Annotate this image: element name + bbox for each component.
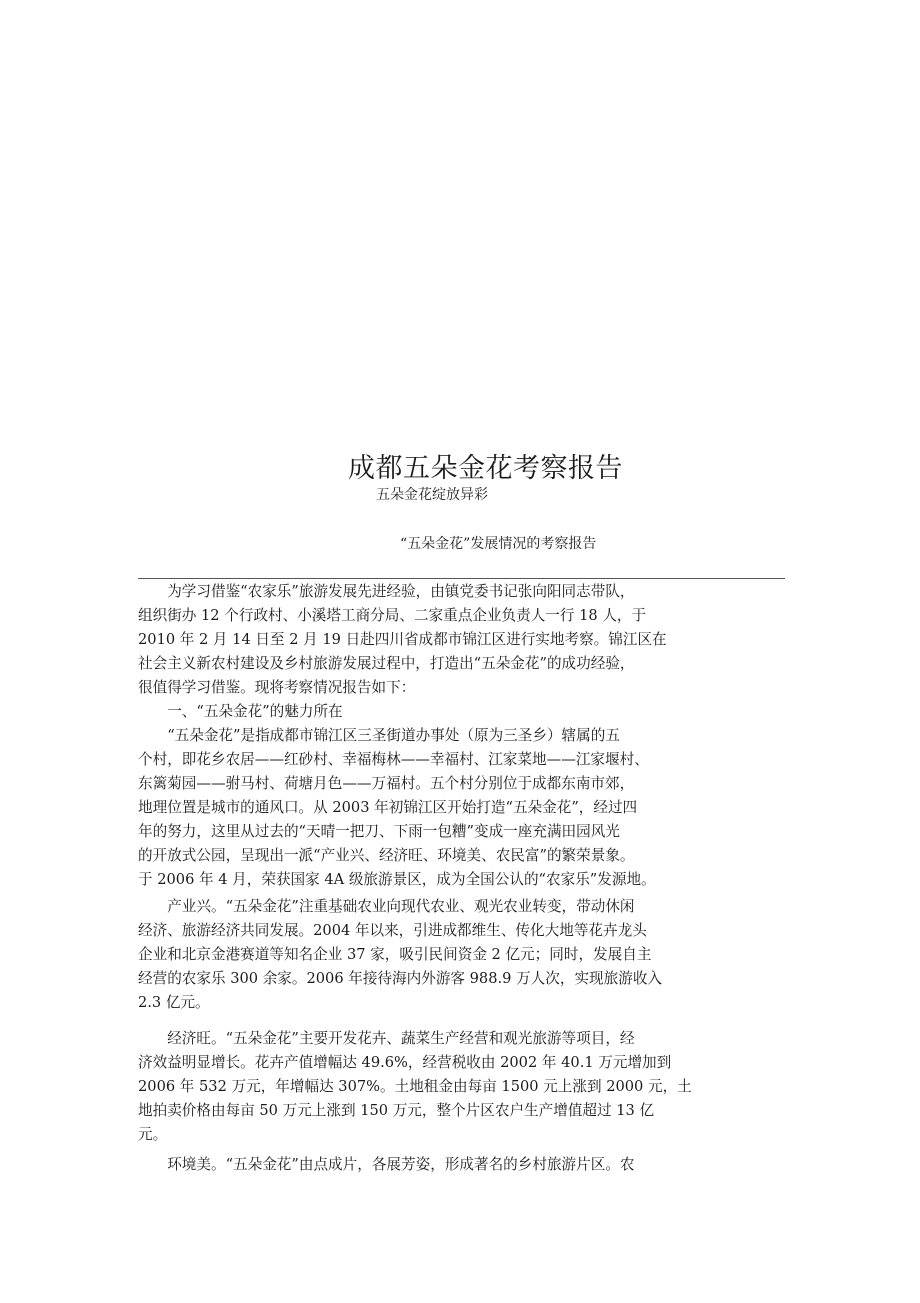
text-line: 经济、旅游经济共同发展。2004 年以来，引进成都维生、传化大地等花卉龙头	[138, 922, 647, 939]
text-line: 企业和北京金港赛道等知名企业 37 家，吸引民间资金 2 亿元；同时，发展自主	[138, 946, 652, 963]
text-line: 2.3 亿元。	[138, 994, 210, 1011]
text-line: “五朵金花”是指成都市锦江区三圣街道办事处（原为三圣乡）辖属的五	[138, 727, 620, 744]
text-line: 很值得学习借鉴。现将考察情况报告如下：	[138, 679, 416, 696]
document-subtitle: 五朵金花绽放异彩	[376, 487, 488, 503]
text-line: 环境美。“五朵金花”由点成片，各展芳姿，形成著名的乡村旅游片区。农	[138, 1156, 635, 1173]
text-line: 个村，即花乡农居——红砂村、幸福梅林——幸福村、江家菜地——江家堰村、	[138, 751, 649, 768]
text-line: 经济旺。“五朵金花”主要开发花卉、蔬菜生产经营和观光旅游等项目，经	[138, 1030, 635, 1047]
section-heading: 一、“五朵金花”的魅力所在	[138, 703, 343, 720]
text-line: 2006 年 532 万元，年增幅达 307%。土地租金由每亩 1500 元上涨到 2000 元，土	[138, 1078, 692, 1095]
text-line: 经营的农家乐 300 余家。2006 年接待海内外游客 988.9 万人次，实现旅游收入	[138, 970, 663, 987]
text-line: 济效益明显增长。花卉产值增幅达 49.6%，经营税收由 2002 年 40.1 万元增加到	[138, 1054, 672, 1071]
text-line: 为学习借鉴“农家乐”旅游发展先进经验，由镇党委书记张向阳同志带队，	[138, 583, 635, 600]
text-line: 东篱菊园——驸马村、荷塘月色——万福村。五个村分别位于成都东南市郊，	[138, 775, 635, 792]
report-heading: “五朵金花”发展情况的考察报告	[400, 536, 597, 552]
text-line: 于 2006 年 4 月，荣获国家 4A 级旅游景区，成为全国公认的“农家乐”发源地。	[138, 871, 656, 888]
text-line: 2010 年 2 月 14 日至 2 月 19 日赴四川省成都市锦江区进行实地考察。锦江区在	[138, 631, 667, 648]
text-line: 元。	[138, 1126, 168, 1143]
document-title: 成都五朵金花考察报告	[348, 453, 623, 484]
header-divider	[138, 578, 785, 579]
text-line: 地理位置是城市的通风口。从 2003 年初锦江区开始打造“五朵金花”，经过四	[138, 799, 638, 816]
text-line: 组织街办 12 个行政村、小溪塔工商分局、二家重点企业负责人一行 18 人，于	[138, 607, 647, 624]
text-line: 产业兴。“五朵金花”注重基础农业向现代农业、观光农业转变，带动休闲	[138, 898, 635, 915]
text-line: 的开放式公园，呈现出一派“产业兴、经济旺、环境美、农民富”的繁荣景象。	[138, 847, 635, 864]
text-line: 社会主义新农村建设及乡村旅游发展过程中，打造出“五朵金花”的成功经验，	[138, 655, 635, 672]
text-line: 年的努力，这里从过去的“天晴一把刀、下雨一包糟”变成一座充满田园风光	[138, 823, 620, 840]
text-line: 地拍卖价格由每亩 50 万元上涨到 150 万元，整个片区农户生产增值超过 13 亿	[138, 1102, 655, 1119]
